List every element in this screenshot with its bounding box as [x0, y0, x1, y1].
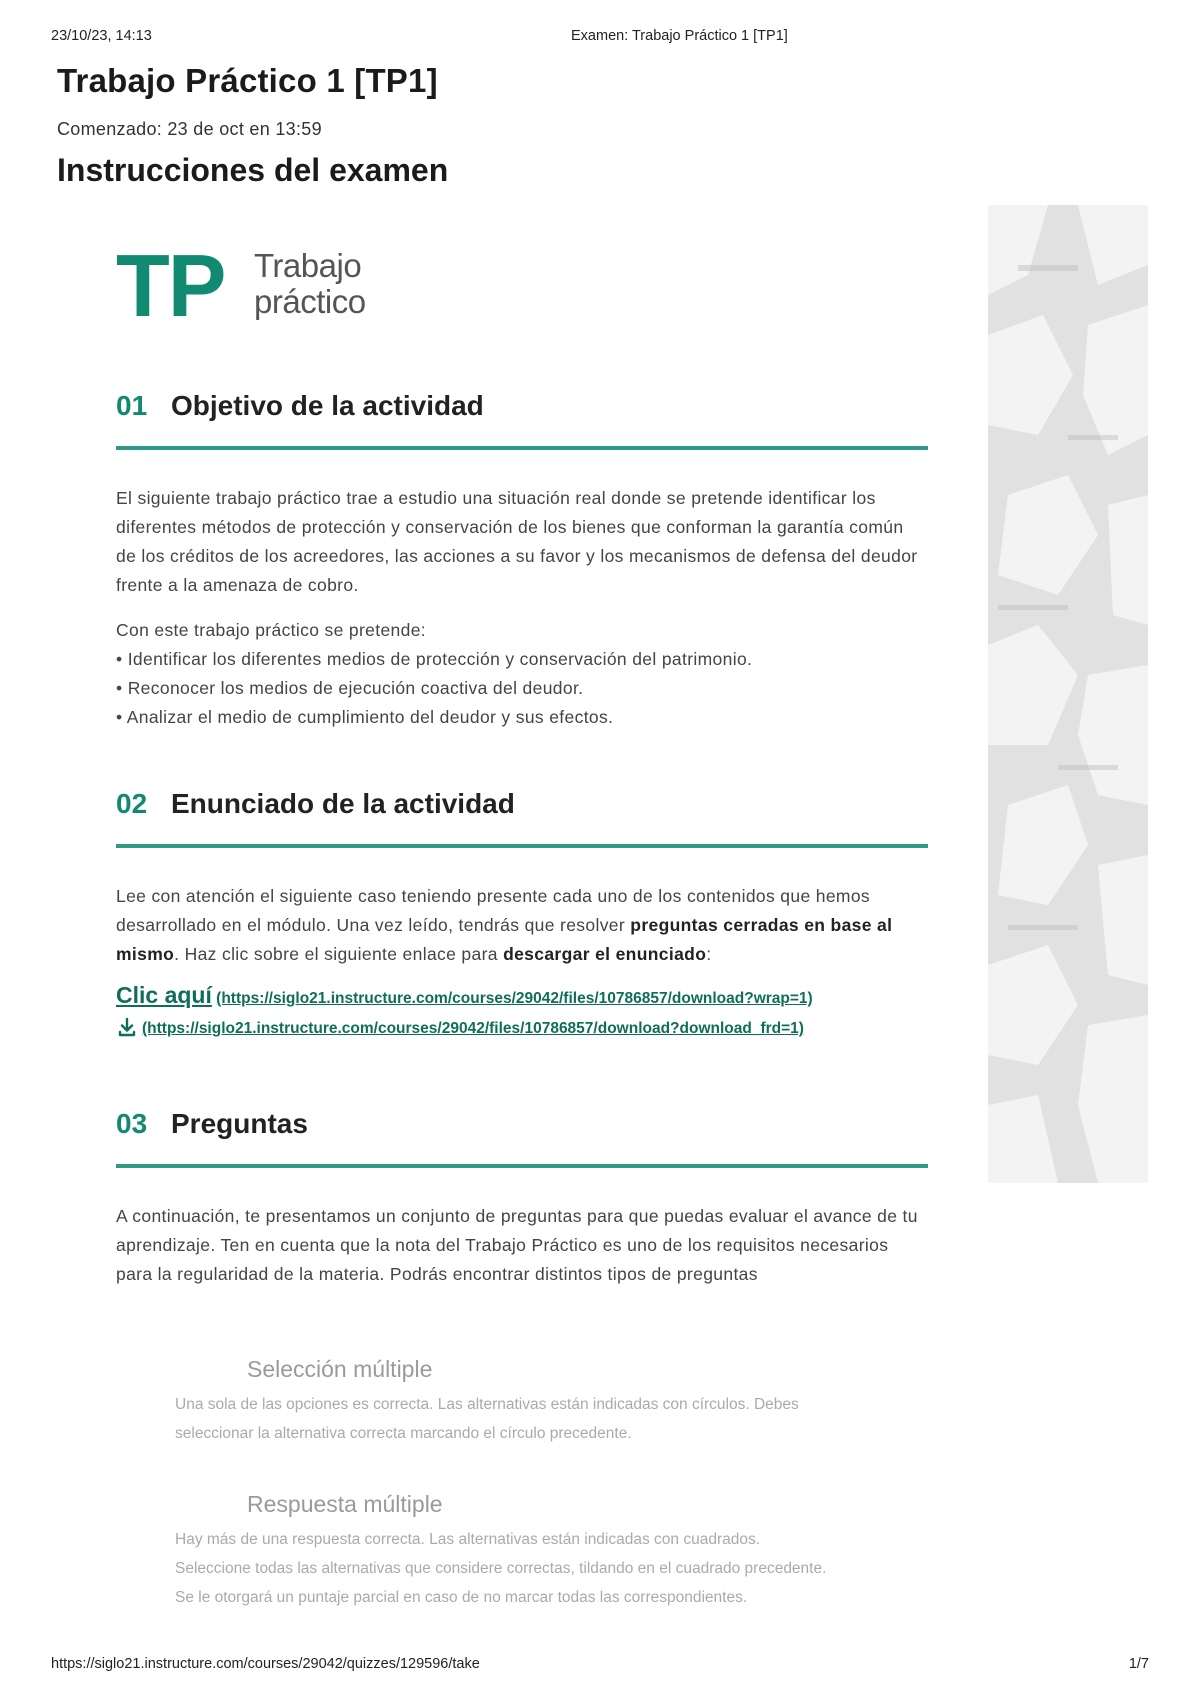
list-item: • Identificar los diferentes medios de protección y conservación del patrimonio.: [116, 649, 753, 669]
download-icon[interactable]: [116, 1016, 138, 1038]
description-line: seleccionar la alternativa correcta marcando el círculo precedente.: [175, 1425, 632, 1442]
section-divider: [116, 1164, 928, 1168]
list-item: • Reconocer los medios de ejecución coactiva del deudor.: [116, 678, 584, 698]
description-line: Una sola de las opciones es correcta. Las alternativas están indicadas con círculos. Debes: [175, 1396, 799, 1413]
section-title: Preguntas: [171, 1108, 308, 1139]
footer-url: https://siglo21.instructure.com/courses/29042/quizzes/129596/take: [51, 1656, 480, 1672]
question-type-description: [175, 1390, 799, 1448]
question-type-description: [175, 1525, 826, 1612]
section-divider: [116, 844, 928, 848]
section-preguntas: [116, 1098, 928, 1289]
trabajo-practico-logo: [116, 236, 416, 342]
question-type-title: Respuesta múltiple: [247, 1491, 443, 1517]
section-number: 03: [116, 1108, 148, 1139]
print-datetime: 23/10/23, 14:13: [51, 28, 152, 44]
paragraph-bold-text: preguntas cerradas en base al mismo: [116, 915, 893, 964]
section-header: [116, 380, 928, 436]
logo-line-1: Trabajo: [254, 247, 362, 284]
section-paragraph: El siguiente trabajo práctico trae a estudio una situación real donde se pretende identificar los diferentes métodos de protección y conservación de los bienes que conforman la garantía común de los créditos de los acreedores, las acciones a su favor y los mecanismos de defensa del deudor frente a la amenaza de cobro.: [116, 488, 918, 595]
paragraph-text: . Haz clic sobre el siguiente enlace para: [174, 944, 504, 964]
logo-wordmark: [254, 248, 366, 320]
description-line: Seleccione todas las alternativas que considere correctas, tildando en el cuadrado precedente.: [175, 1560, 827, 1577]
instructions-heading: Instrucciones del examen: [57, 152, 449, 188]
list-item: • Analizar el medio de cumplimiento del deudor y sus efectos.: [116, 707, 614, 727]
started-timestamp: Comenzado: 23 de oct en 13:59: [57, 119, 322, 139]
description-line: Se le otorgará un puntaje parcial en caso de no marcar todas las correspondientes.: [175, 1589, 748, 1606]
section-divider: [116, 446, 928, 450]
clic-aqui-link-line: [116, 982, 813, 1009]
section-paragraph: [116, 882, 928, 969]
description-line: Hay más de una respuesta correcta. Las alternativas están indicadas con cuadrados.: [175, 1531, 761, 1548]
objectives-intro: Con este trabajo práctico se pretende:: [116, 620, 427, 640]
objectives-list: [116, 616, 928, 732]
download-link-line: [116, 1016, 804, 1038]
decorative-architecture-image: [988, 205, 1148, 1183]
section-number: 01: [116, 390, 148, 421]
question-type-title: Selección múltiple: [247, 1356, 433, 1382]
print-header: [51, 28, 1149, 48]
paragraph-text: Lee con atención el siguiente caso teniendo presente cada uno de los contenidos que hemos desarrollado en el módulo. Una vez leído, tendrás que resolver: [116, 886, 871, 935]
print-page-title: Examen: Trabajo Práctico 1 [TP1]: [571, 28, 788, 44]
section-header: [116, 1098, 928, 1154]
page-number: 1/7: [1128, 1656, 1149, 1672]
paragraph-text: :: [706, 944, 712, 964]
paragraph-bold-text: descargar el enunciado: [503, 944, 707, 964]
logo-line-2: práctico: [254, 283, 366, 320]
section-paragraph: A continuación, te presentamos un conjunto de preguntas para que puedas evaluar el avance de tu aprendizaje. Ten en cuenta que la nota del Trabajo Práctico es uno de los requisitos necesarios para la regularidad de la materia. Podrás encontrar distintos tipos de preguntas: [116, 1206, 918, 1284]
logo-mark: TP: [116, 236, 225, 335]
section-objetivo: [116, 380, 928, 732]
section-title: Objetivo de la actividad: [171, 390, 484, 421]
section-title: Enunciado de la actividad: [171, 788, 515, 819]
section-header: [116, 778, 928, 834]
clic-aqui-link-url[interactable]: (https://siglo21.instructure.com/courses/29042/files/10786857/download?wrap=1): [216, 990, 813, 1007]
section-number: 02: [116, 788, 148, 819]
quiz-title: Trabajo Práctico 1 [TP1]: [57, 62, 438, 99]
section-enunciado: [116, 778, 928, 969]
download-link-url[interactable]: (https://siglo21.instructure.com/courses/29042/files/10786857/download?download_frd=1): [142, 1020, 804, 1037]
clic-aqui-link[interactable]: Clic aquí: [116, 982, 212, 1008]
